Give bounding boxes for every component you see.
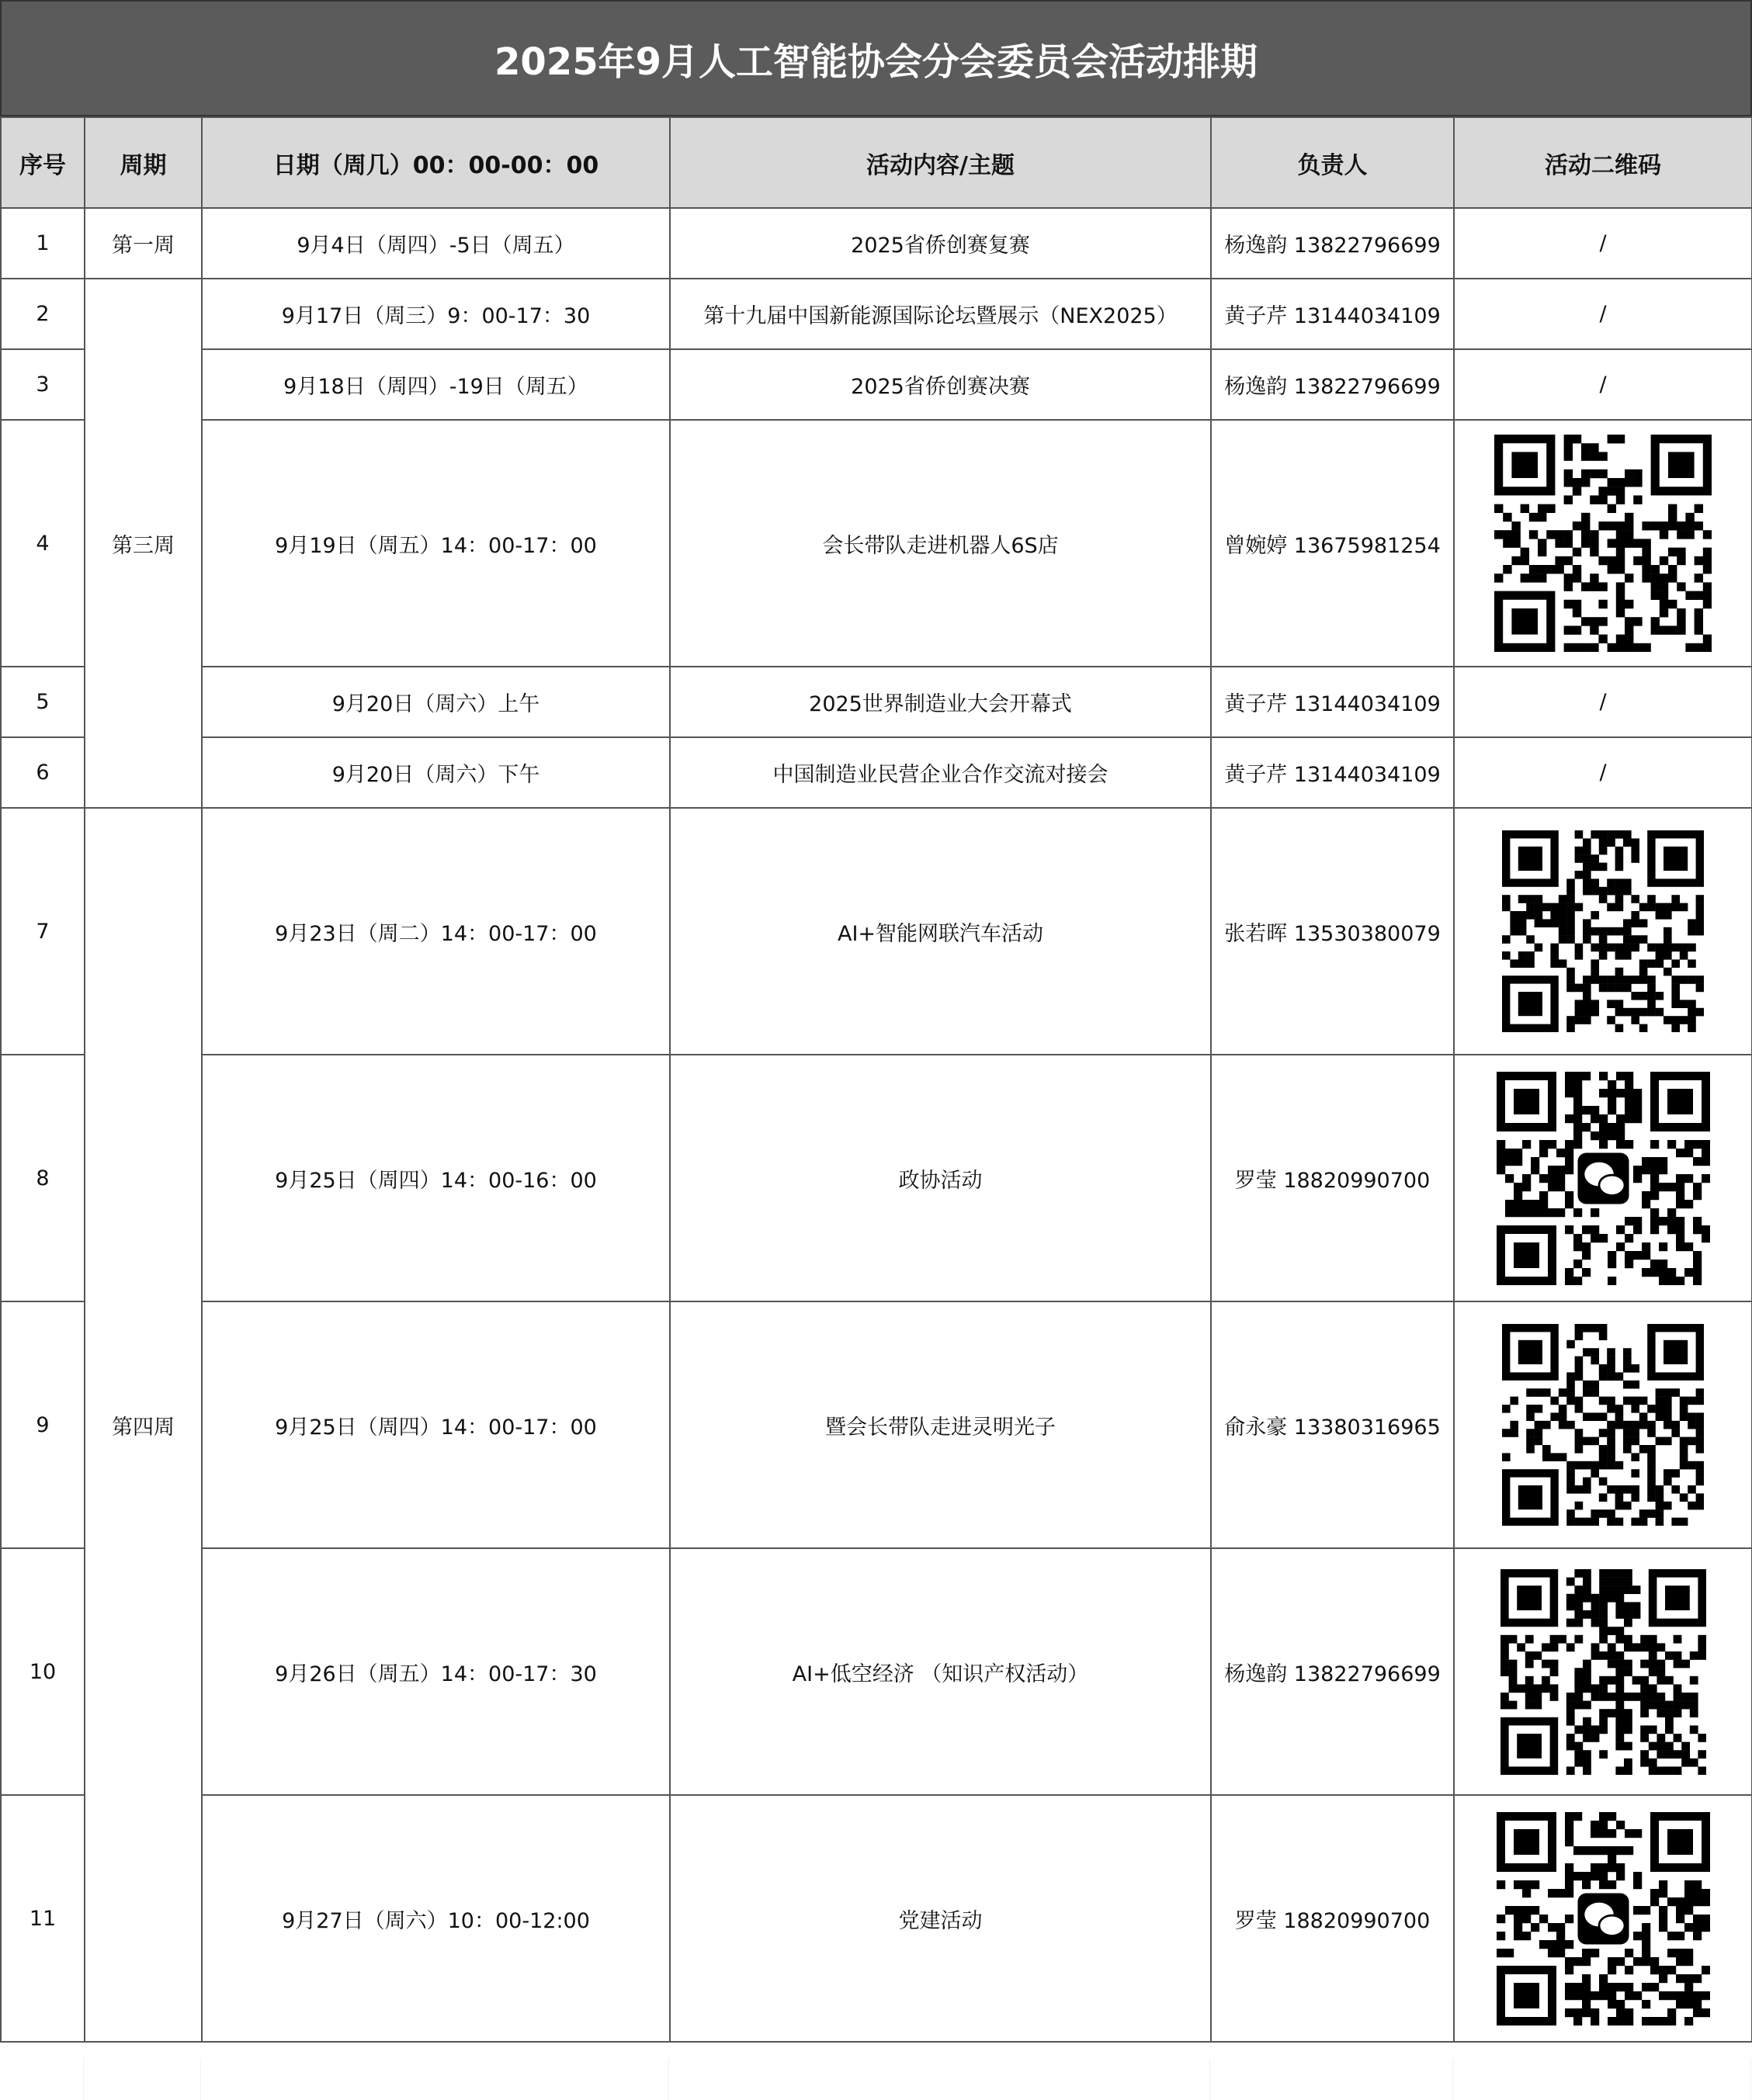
topic-cell: 政协活动 <box>670 1055 1211 1301</box>
qr-cell: / <box>1454 208 1752 279</box>
table-row <box>1 667 1752 737</box>
table-row <box>1 420 1752 667</box>
qr-cell <box>1454 1548 1752 1795</box>
qr-cell <box>1454 1795 1752 2042</box>
seq-cell: 2 <box>1 279 85 349</box>
table-row <box>1 1548 1752 1795</box>
qr-code-icon[interactable] <box>1502 1324 1704 1526</box>
topic-cell: 暨会长带队走进灵明光子 <box>670 1301 1211 1548</box>
header-qr: 活动二维码 <box>1454 117 1752 208</box>
topic-cell: AI+智能网联汽车活动 <box>670 808 1211 1055</box>
owner-cell: 杨逸韵 13822796699 <box>1211 208 1454 279</box>
owner-cell: 杨逸韵 13822796699 <box>1211 1548 1454 1795</box>
topic-cell: AI+低空经济 （知识产权活动） <box>670 1548 1211 1795</box>
wechat-icon <box>1577 1893 1629 1944</box>
qr-cell <box>1454 1301 1752 1548</box>
qr-cell <box>1454 420 1752 667</box>
topic-cell: 中国制造业民营企业合作交流对接会 <box>670 737 1211 808</box>
empty-cell <box>201 2058 669 2100</box>
qr-cell: / <box>1454 349 1752 420</box>
date-cell: 9月19日（周五）14：00-17：00 <box>202 420 670 667</box>
qr-code-icon[interactable] <box>1497 1812 1710 2025</box>
table-row <box>1 808 1752 1055</box>
owner-cell: 罗莹 18820990700 <box>1211 1795 1454 2042</box>
topic-cell: 2025世界制造业大会开幕式 <box>670 667 1211 737</box>
topic-cell: 2025省侨创赛决赛 <box>670 349 1211 420</box>
qr-code-icon[interactable] <box>1502 830 1704 1032</box>
empty-trailing-row <box>0 2058 1752 2100</box>
seq-cell: 4 <box>1 420 85 667</box>
week-cell: 第四周 <box>85 808 202 2042</box>
seq-cell: 3 <box>1 349 85 420</box>
seq-cell: 6 <box>1 737 85 808</box>
date-cell: 9月17日（周三）9：00-17：30 <box>202 279 670 349</box>
seq-cell: 5 <box>1 667 85 737</box>
empty-cell <box>669 2058 1210 2100</box>
owner-cell: 曾婉婷 13675981254 <box>1211 420 1454 667</box>
qr-cell: / <box>1454 737 1752 808</box>
qr-code-icon[interactable] <box>1494 435 1712 652</box>
owner-cell: 张若晖 13530380079 <box>1211 808 1454 1055</box>
table-row <box>1 1055 1752 1301</box>
date-cell: 9月23日（周二）14：00-17：00 <box>202 808 670 1055</box>
qr-cell: / <box>1454 667 1752 737</box>
date-cell: 9月20日（周六）下午 <box>202 737 670 808</box>
schedule-table <box>0 116 1752 2043</box>
seq-cell: 9 <box>1 1301 85 1548</box>
owner-cell: 黄子芹 13144034109 <box>1211 737 1454 808</box>
table-row <box>1 1301 1752 1548</box>
owner-cell: 罗莹 18820990700 <box>1211 1055 1454 1301</box>
table-row <box>1 737 1752 808</box>
topic-cell: 会长带队走进机器人6S店 <box>670 420 1211 667</box>
date-cell: 9月26日（周五）14：00-17：30 <box>202 1548 670 1795</box>
table-row <box>1 1795 1752 2042</box>
date-cell: 9月25日（周四）14：00-17：00 <box>202 1301 670 1548</box>
seq-cell: 10 <box>1 1548 85 1795</box>
topic-cell: 第十九届中国新能源国际论坛暨展示（NEX2025） <box>670 279 1211 349</box>
empty-cell <box>1453 2058 1751 2100</box>
empty-cell <box>84 2058 201 2100</box>
date-cell: 9月20日（周六）上午 <box>202 667 670 737</box>
header-seq: 序号 <box>1 117 85 208</box>
header-week: 周期 <box>85 117 202 208</box>
header-topic: 活动内容/主题 <box>670 117 1211 208</box>
header-owner: 负责人 <box>1211 117 1454 208</box>
date-cell: 9月18日（周四）-19日（周五） <box>202 349 670 420</box>
table-header-row <box>1 117 1752 208</box>
empty-cell <box>1210 2058 1453 2100</box>
page-title: 2025年9月人工智能协会分会委员会活动排期 <box>0 0 1752 116</box>
table-row <box>1 208 1752 279</box>
owner-cell: 黄子芹 13144034109 <box>1211 667 1454 737</box>
seq-cell: 8 <box>1 1055 85 1301</box>
qr-cell <box>1454 808 1752 1055</box>
header-date: 日期（周几）00：00-00：00 <box>202 117 670 208</box>
week-cell: 第三周 <box>85 279 202 808</box>
table-row <box>1 279 1752 349</box>
topic-cell: 2025省侨创赛复赛 <box>670 208 1211 279</box>
wechat-icon <box>1577 1152 1629 1204</box>
week-cell: 第一周 <box>85 208 202 279</box>
date-cell: 9月4日（周四）-5日（周五） <box>202 208 670 279</box>
owner-cell: 杨逸韵 13822796699 <box>1211 349 1454 420</box>
date-cell: 9月27日（周六）10：00-12:00 <box>202 1795 670 2042</box>
qr-cell: / <box>1454 279 1752 349</box>
qr-cell <box>1454 1055 1752 1301</box>
date-cell: 9月25日（周四）14：00-16：00 <box>202 1055 670 1301</box>
owner-cell: 俞永豪 13380316965 <box>1211 1301 1454 1548</box>
empty-cell <box>0 2058 84 2100</box>
topic-cell: 党建活动 <box>670 1795 1211 2042</box>
seq-cell: 1 <box>1 208 85 279</box>
seq-cell: 7 <box>1 808 85 1055</box>
seq-cell: 11 <box>1 1795 85 2042</box>
table-row <box>1 349 1752 420</box>
qr-code-icon[interactable] <box>1497 1072 1710 1285</box>
owner-cell: 黄子芹 13144034109 <box>1211 279 1454 349</box>
qr-code-icon[interactable] <box>1500 1569 1706 1775</box>
